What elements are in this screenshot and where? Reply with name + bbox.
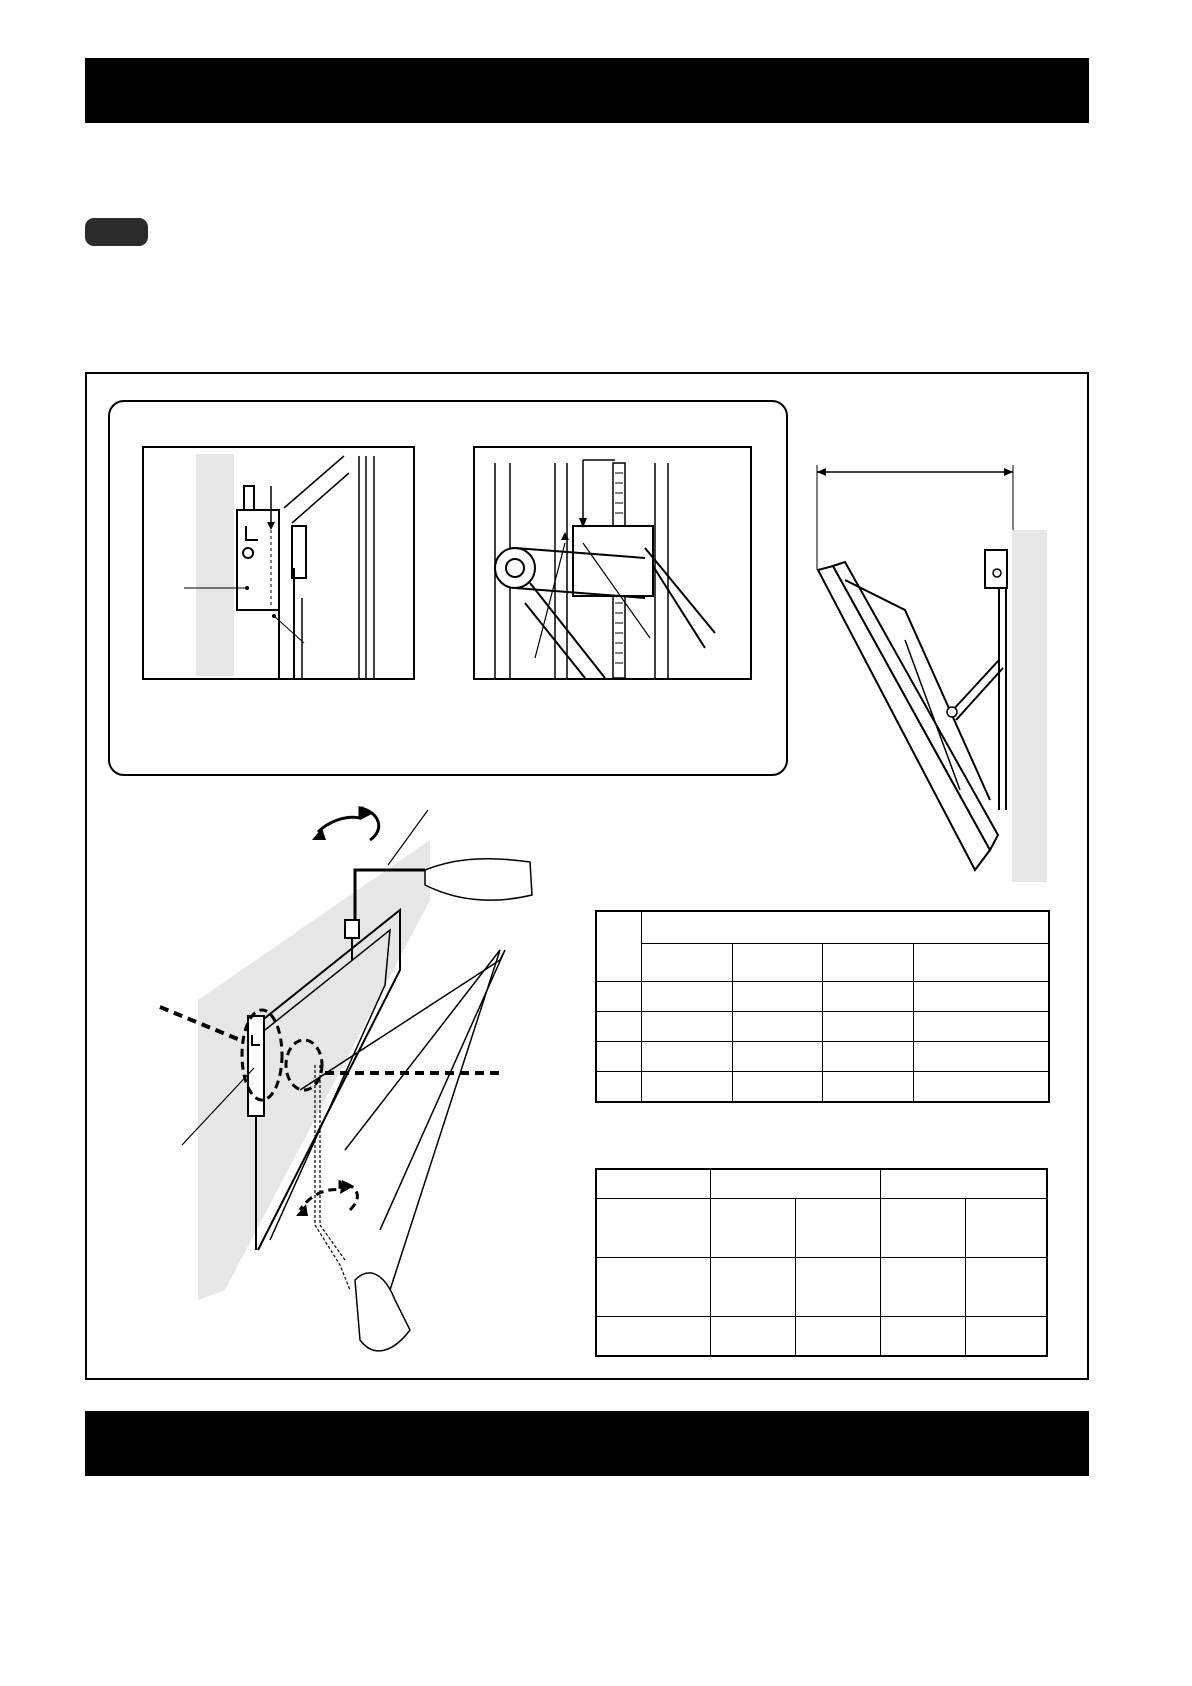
table-row [596, 1257, 1047, 1316]
table-row [596, 1071, 1049, 1102]
table-row [596, 1041, 1049, 1071]
depth-table [595, 1168, 1048, 1357]
table-row [596, 1316, 1047, 1356]
tilted-display-side-view-icon [817, 465, 1047, 882]
footer-bar [85, 1411, 1089, 1476]
table-row [596, 1198, 1047, 1257]
angle-table [595, 910, 1050, 1103]
hex-wrench-adjustment-icon [160, 806, 532, 1351]
table-row [596, 981, 1049, 1011]
table-row [596, 1011, 1049, 1041]
